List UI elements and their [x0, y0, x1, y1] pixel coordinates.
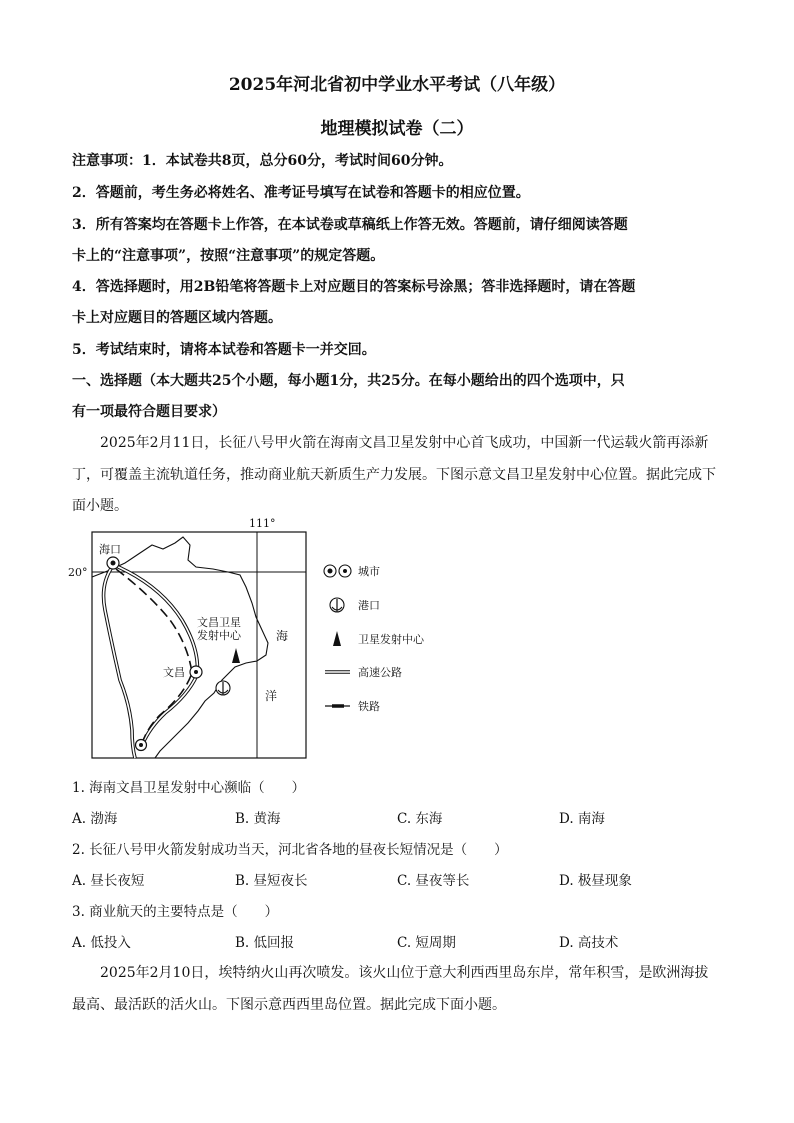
passage-line: 最高、最活跃的活火山。下图示意西西里岛位置。据此完成下面小题。 — [72, 997, 506, 1013]
city-wenchang-label: 文昌 — [163, 666, 185, 679]
legend-railway-label: 铁路 — [358, 700, 380, 713]
section-heading: 有一项最符合题目要求） — [72, 404, 226, 420]
option-b: B. 低回报 — [235, 935, 295, 951]
option-a: A. 低投入 — [72, 935, 131, 951]
city-wenchang-marker — [190, 666, 202, 678]
note-line: 注意事项：1．本试卷共8页，总分60分，考试时间60分钟。 — [72, 153, 453, 169]
city-legend-icon — [324, 565, 351, 577]
latitude-label: 20° — [68, 566, 88, 579]
option-d: D. 南海 — [559, 811, 605, 827]
passage-line: 面小题。 — [72, 498, 128, 514]
passage-line: 丁，可覆盖主流轨道任务，推动商业航天新质生产力发展。下图示意文昌卫星发射中心位置。据此完成下 — [72, 467, 716, 483]
option-a: A. 渤海 — [72, 811, 118, 827]
launch-legend-icon — [333, 631, 341, 646]
note-line: 卡上的“注意事项”，按照“注意事项”的规定答题。 — [72, 248, 385, 264]
sea-label: 洋 — [265, 689, 278, 703]
note-line: 5．考试结束时，请将本试卷和答题卡一并交回。 — [72, 342, 376, 358]
option-b: B. 昼短夜长 — [235, 873, 308, 889]
port-icon — [216, 681, 230, 695]
legend-launch-label: 卫星发射中心 — [358, 633, 424, 646]
note-line: 卡上对应题目的答题区域内答题。 — [72, 310, 282, 326]
option-d: D. 极昼现象 — [559, 873, 632, 889]
section-heading: 一、选择题（本大题共25个小题，每小题1分，共25分。在每小题给出的四个选项中，只 — [72, 373, 625, 389]
question-stem: 2. 长征八号甲火箭发射成功当天，河北省各地的昼夜长短情况是（ ） — [72, 842, 508, 858]
question-stem: 1. 海南文昌卫星发射中心濒临（ ） — [72, 780, 306, 796]
legend — [324, 565, 425, 713]
note-line: 4．答选择题时，用2B铅笔将答题卡上对应题目的答案标号涂黑；答非选择题时，请在答题 — [72, 279, 636, 295]
option-c: C. 昼夜等长 — [397, 873, 470, 889]
note-line: 2．答题前，考生务必将姓名、准考证号填写在试卷和答题卡的相应位置。 — [72, 185, 530, 201]
exam-title: 2025年河北省初中学业水平考试（八年级） — [228, 75, 566, 95]
legend-highway-label: 高速公路 — [358, 666, 402, 679]
city-haikou-marker — [107, 557, 119, 569]
option-a: A. 昼长夜短 — [72, 873, 145, 889]
launch-center-icon — [232, 648, 240, 663]
longitude-label: 111° — [249, 517, 276, 530]
sea-label: 海 — [276, 629, 289, 643]
option-c: C. 东海 — [397, 811, 443, 827]
option-c: C. 短周期 — [397, 935, 456, 951]
railway — [116, 569, 192, 750]
city-haikou-label: 海口 — [99, 543, 121, 556]
highway — [114, 565, 197, 745]
port-legend-icon — [330, 598, 344, 612]
passage-line: 2025年2月11日，长征八号甲火箭在海南文昌卫星发射中心首飞成功，中国新一代运载火箭再添新 — [100, 435, 709, 451]
option-d: D. 高技术 — [559, 935, 619, 951]
launch-center-label: 发射中心 — [197, 629, 241, 642]
exam-subtitle: 地理模拟试卷（二） — [320, 119, 474, 139]
legend-port-label: 港口 — [358, 599, 380, 612]
highway — [104, 567, 135, 758]
option-b: B. 黄海 — [235, 811, 281, 827]
note-line: 3．所有答案均在答题卡上作答，在本试卷或草稿纸上作答无效。答题前，请仔细阅读答题 — [72, 217, 628, 233]
wenchang-location-map — [0, 515, 794, 765]
city-south-marker — [136, 740, 147, 751]
passage-line: 2025年2月10日，埃特纳火山再次喷发。该火山位于意大利西西里岛东岸，常年积雪，是欧洲海拔 — [100, 965, 709, 981]
legend-city-label: 城市 — [358, 565, 380, 578]
launch-center-label: 文昌卫星 — [197, 616, 241, 629]
question-stem: 3. 商业航天的主要特点是（ ） — [72, 904, 279, 920]
